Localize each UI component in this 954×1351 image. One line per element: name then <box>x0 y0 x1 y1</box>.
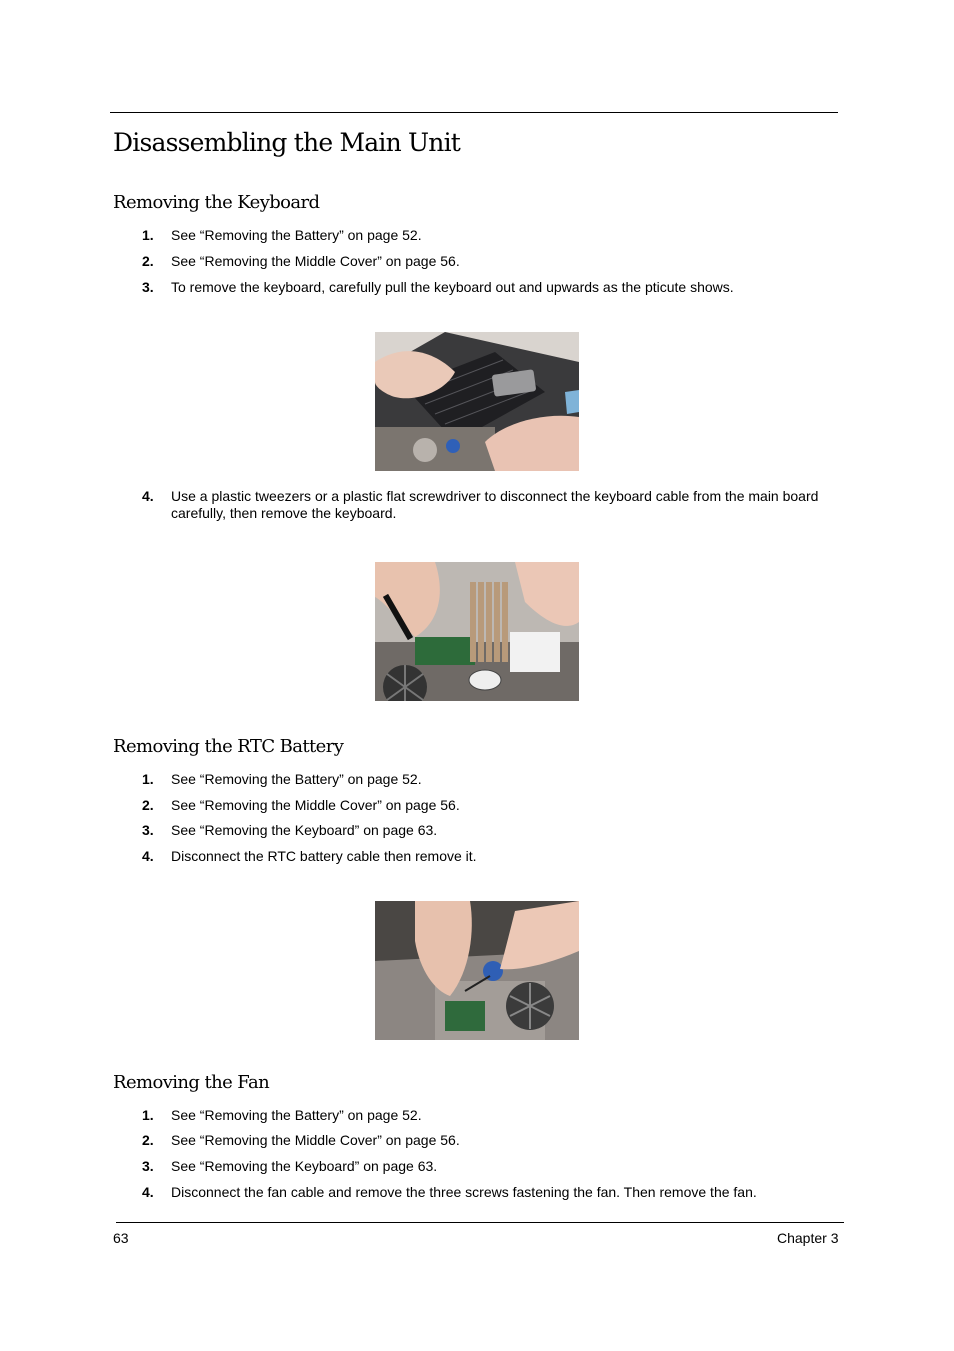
step-text: See “Removing the Middle Cover” on page 56. <box>171 1132 460 1148</box>
step-text: Disconnect the RTC battery cable then remove it. <box>171 848 477 864</box>
step-text: Use a plastic tweezers or a plastic flat screwdriver to disconnect the keyboard cable from the main board carefully, then remove the keyboard. <box>171 488 819 521</box>
step-number: 4. <box>142 848 154 864</box>
section-heading-keyboard: Removing the Keyboard <box>113 192 320 213</box>
keyboard-cable-photo <box>375 562 579 701</box>
keyboard-removal-photo <box>375 332 579 471</box>
step-number: 3. <box>142 279 154 295</box>
footer-rule <box>116 1222 844 1223</box>
step-text: See “Removing the Keyboard” on page 63. <box>171 1158 438 1174</box>
rtc-battery-photo <box>375 901 579 1040</box>
step-number: 1. <box>142 1107 154 1123</box>
step-text: See “Removing the Battery” on page 52. <box>171 771 422 787</box>
step-text: See “Removing the Middle Cover” on page 56. <box>171 797 460 813</box>
step-text: To remove the keyboard, carefully pull the keyboard out and upwards as the pticute shows. <box>171 279 734 295</box>
section-heading-rtc-battery: Removing the RTC Battery <box>113 736 344 757</box>
step-number: 2. <box>142 253 154 269</box>
step-text: Disconnect the fan cable and remove the three screws fastening the fan. Then remove the fan. <box>171 1184 757 1200</box>
step-text: See “Removing the Battery” on page 52. <box>171 1107 422 1123</box>
step-text: See “Removing the Middle Cover” on page 56. <box>171 253 460 269</box>
step-text: See “Removing the Keyboard” on page 63. <box>171 822 438 838</box>
step-number: 1. <box>142 227 154 243</box>
step-number: 2. <box>142 1132 154 1148</box>
step-number: 4. <box>142 1184 154 1200</box>
step-number: 2. <box>142 797 154 813</box>
page-number: 63 <box>113 1230 129 1246</box>
page-title: Disassembling the Main Unit <box>113 128 461 157</box>
step-text: See “Removing the Battery” on page 52. <box>171 227 422 243</box>
section-heading-fan: Removing the Fan <box>113 1072 270 1093</box>
step-number: 3. <box>142 1158 154 1174</box>
chapter-label: Chapter 3 <box>777 1230 839 1246</box>
step-number: 3. <box>142 822 154 838</box>
step-number: 1. <box>142 771 154 787</box>
step-number: 4. <box>142 488 154 504</box>
header-rule <box>110 112 838 113</box>
